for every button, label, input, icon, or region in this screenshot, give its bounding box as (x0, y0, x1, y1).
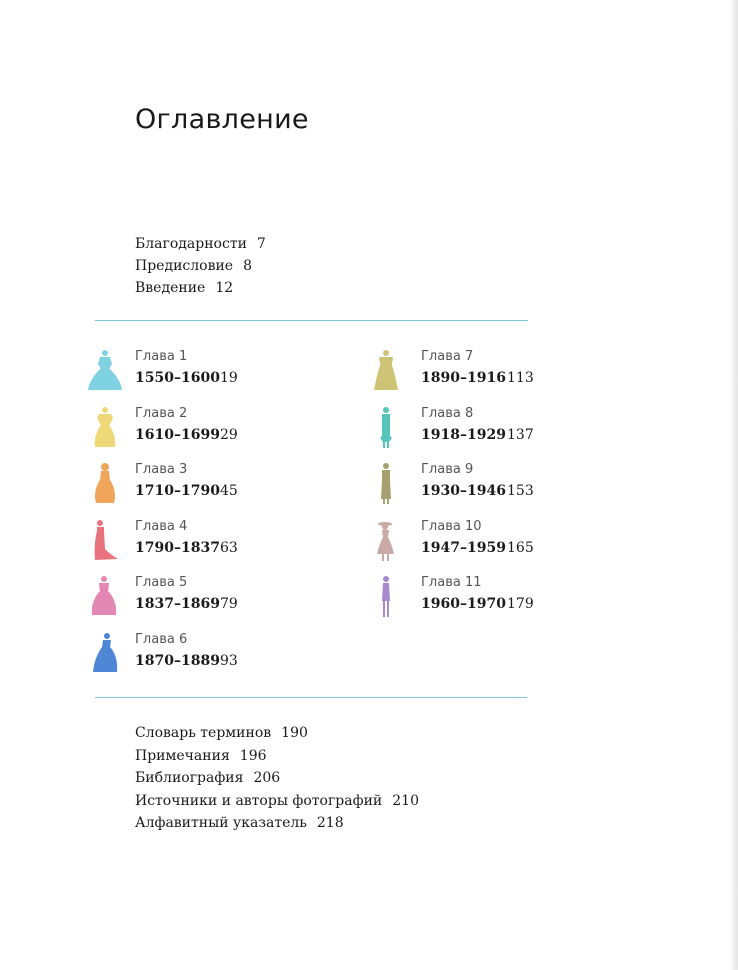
chapter-label: Глава 1 (135, 349, 188, 364)
chapter-years: 1890–1916 (421, 370, 506, 386)
baroque-dress-figure-icon (85, 406, 125, 450)
chapter-page: 165 (507, 540, 534, 556)
chapter-page: 179 (507, 596, 534, 612)
section-divider-bottom (95, 697, 527, 698)
toc-entry-label: Примечания (135, 748, 230, 764)
toc-entry-label: Введение (135, 280, 206, 296)
chapter-page: 137 (507, 427, 534, 443)
toc-entry-bibliography[interactable] (135, 769, 280, 787)
chapter-label: Глава 5 (135, 575, 188, 590)
chapter-page: 19 (220, 370, 238, 386)
bustle-dress-figure-icon (85, 632, 125, 676)
newlook-dress-figure-icon (366, 519, 406, 563)
chapter-years: 1947–1959 (421, 540, 506, 556)
toc-entry-page: 196 (239, 748, 267, 764)
chapter-label: Глава 11 (421, 575, 482, 590)
toc-entry-glossary[interactable] (135, 724, 308, 742)
chapter-years: 1930–1946 (421, 483, 506, 499)
chapter-page: 113 (507, 370, 534, 386)
chapter-label: Глава 6 (135, 632, 188, 647)
toc-entry-label: Алфавитный указатель (135, 815, 307, 831)
toc-entry-label: Предисловие (135, 258, 234, 274)
section-divider-top (95, 320, 528, 321)
chapter-page: 29 (220, 427, 238, 443)
chapter-years: 1837–1869 (135, 596, 220, 612)
toc-entry-index[interactable] (135, 814, 344, 832)
chapter-label: Глава 7 (421, 349, 474, 364)
rococo-dress-figure-icon (85, 462, 125, 506)
toc-entry-page: 190 (281, 725, 308, 741)
chapter-label: Глава 3 (135, 462, 188, 477)
chapter-label: Глава 4 (135, 519, 188, 534)
toc-entry-label: Словарь терминов (135, 725, 272, 741)
chapter-label: Глава 8 (421, 406, 474, 421)
chapter-label: Глава 9 (421, 462, 474, 477)
page-title: Оглавление (135, 104, 309, 135)
chapter-years: 1918–1929 (421, 427, 506, 443)
toc-entry-notes[interactable] (135, 747, 267, 765)
chapter-page: 63 (220, 540, 238, 556)
toc-entry-label: Библиография (135, 770, 244, 786)
toc-entry-page: 12 (215, 280, 234, 296)
chapter-label: Глава 2 (135, 406, 188, 421)
thirties-dress-figure-icon (366, 462, 406, 506)
toc-entry-page: 218 (316, 815, 344, 831)
toc-entry-page: 210 (392, 793, 419, 809)
chapter-years: 1550–1600 (135, 370, 220, 386)
chapter-years: 1610–1699 (135, 427, 220, 443)
empire-dress-figure-icon (85, 519, 125, 563)
ballgown-figure-icon (85, 349, 125, 393)
chapter-years: 1790–1837 (135, 540, 220, 556)
chapter-years: 1960–1970 (421, 596, 506, 612)
chapter-years: 1870–1889 (135, 653, 220, 669)
crinoline-dress-figure-icon (85, 575, 125, 619)
chapter-page: 79 (220, 596, 238, 612)
toc-entry-label: Источники и авторы фотографий (135, 793, 383, 809)
chapter-page: 45 (220, 483, 238, 499)
toc-entry-page: 7 (256, 236, 266, 252)
toc-entry-introduction[interactable] (135, 279, 233, 297)
page-edge (730, 0, 738, 970)
toc-entry-foreword[interactable] (135, 257, 252, 275)
chapter-label: Глава 10 (421, 519, 482, 534)
sixties-dress-figure-icon (366, 575, 406, 619)
toc-entry-page: 206 (253, 770, 281, 786)
edwardian-dress-figure-icon (366, 349, 406, 393)
flapper-dress-figure-icon (366, 406, 406, 450)
toc-entry-page: 8 (243, 258, 252, 274)
chapter-page: 153 (507, 483, 534, 499)
toc-entry-photo-credits[interactable] (135, 792, 419, 810)
chapter-page: 93 (220, 653, 238, 669)
toc-entry-acknowledgements[interactable] (135, 235, 266, 253)
chapter-years: 1710–1790 (135, 483, 220, 499)
toc-entry-label: Благодарности (135, 236, 247, 252)
